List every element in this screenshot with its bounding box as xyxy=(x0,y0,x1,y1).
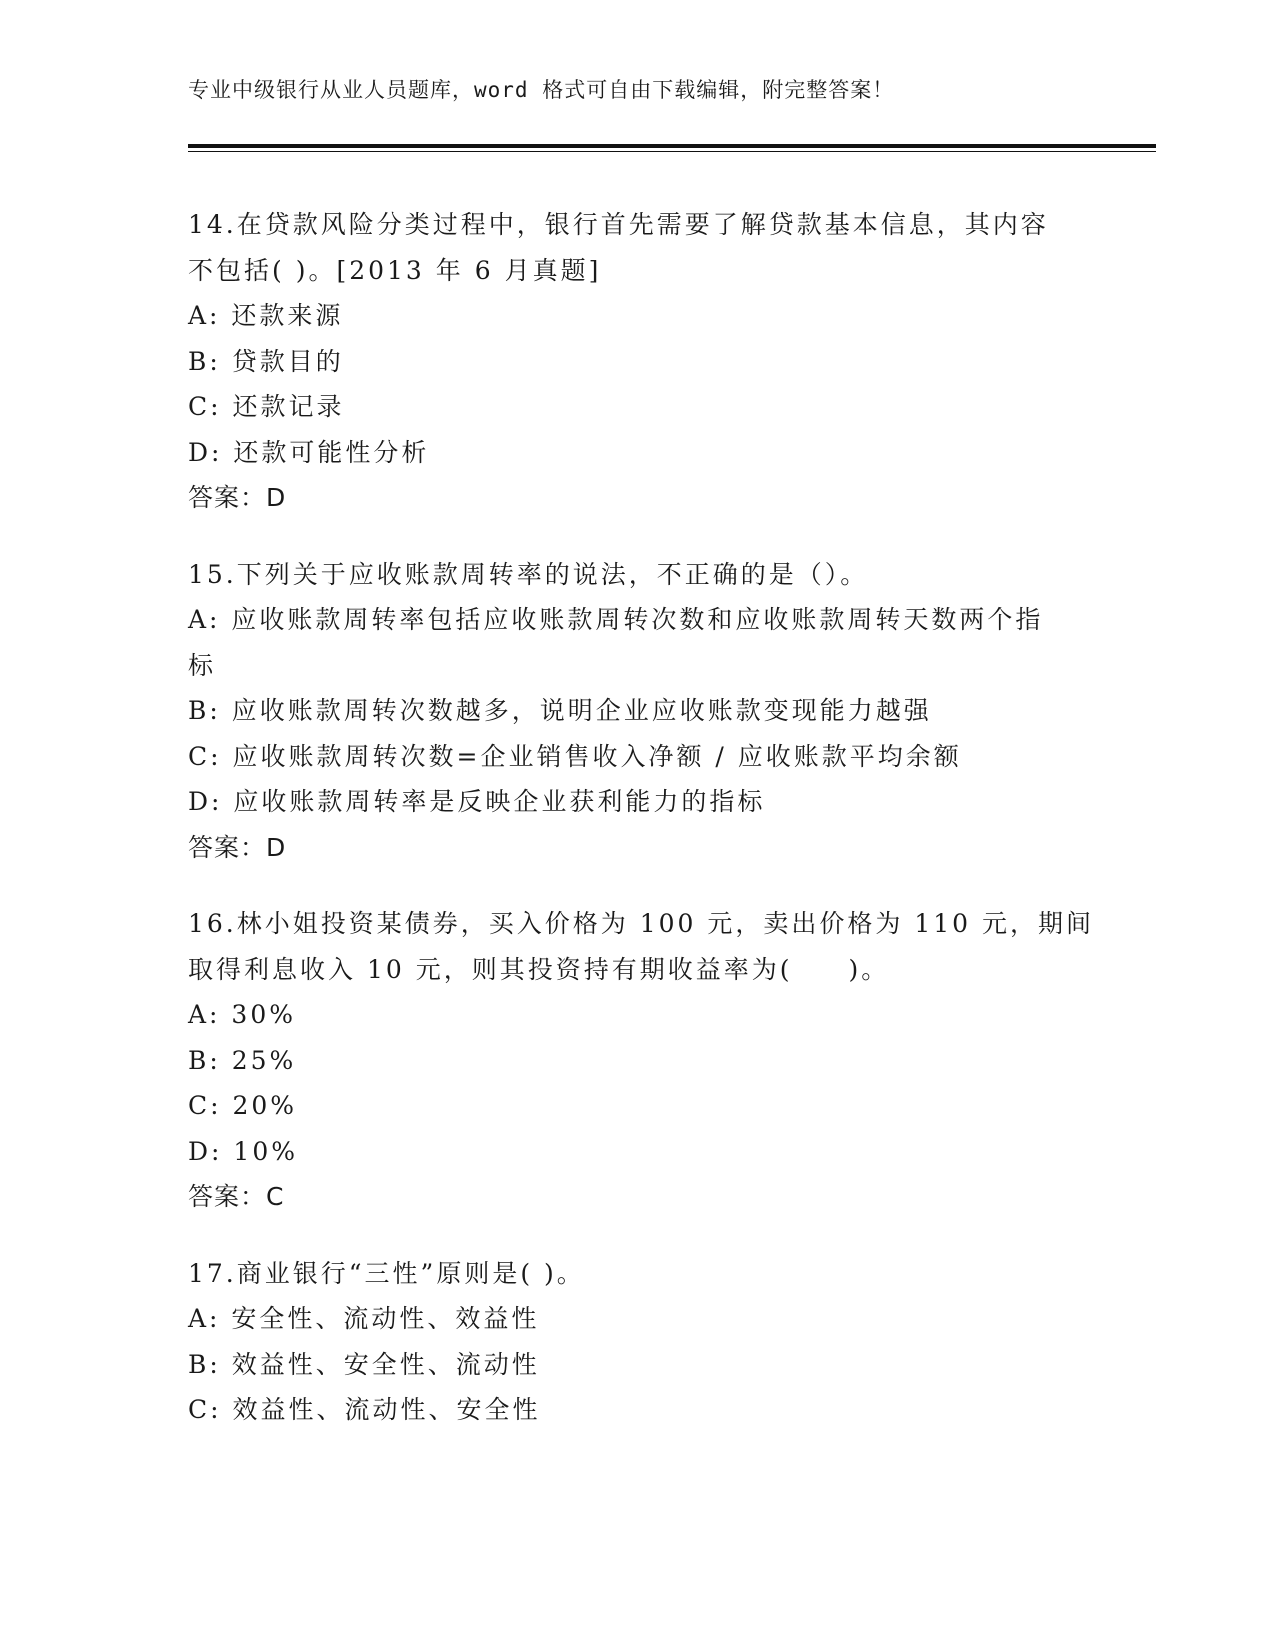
header-rule-thin xyxy=(188,151,1156,152)
question-block xyxy=(188,901,1094,1220)
question-block xyxy=(188,552,1088,871)
question-block xyxy=(188,202,1088,521)
option-line: B: 效益性、安全性、流动性 xyxy=(188,1349,540,1379)
question-stem-line: 16.林小姐投资某债券，买入价格为 100 元，卖出价格为 110 元，期间 xyxy=(188,909,1094,938)
option-line: B: 应收账款周转次数越多，说明企业应收账款变现能力越强 xyxy=(188,696,932,725)
question-list xyxy=(188,202,1094,1464)
option-line: C: 效益性、流动性、安全性 xyxy=(188,1395,541,1424)
option-line: B: 贷款目的 xyxy=(188,346,344,376)
option-line: A: 还款来源 xyxy=(188,301,344,330)
answer-line: 答案：D xyxy=(188,832,287,862)
answer-line: 答案：D xyxy=(188,483,287,512)
option-line: A: 应收账款周转率包括应收账款周转次数和应收账款周转天数两个指 xyxy=(188,605,1044,634)
option-line: C: 应收账款周转次数=企业销售收入净额 / 应收账款平均余额 xyxy=(188,741,962,771)
page-header: 专业中级银行从业人员题库，word 格式可自由下载编辑，附完整答案！ xyxy=(188,78,895,102)
option-line: 标 xyxy=(188,650,217,680)
option-line: A: 安全性、流动性、效益性 xyxy=(188,1304,540,1333)
option-line: C: 还款记录 xyxy=(188,392,345,421)
question-stem-line: 不包括( )。[2013 年 6 月真题] xyxy=(188,255,602,285)
option-line: D: 10% xyxy=(188,1136,298,1166)
option-line: B: 25% xyxy=(188,1045,297,1075)
header-rule-thick xyxy=(188,144,1156,148)
option-line: A: 30% xyxy=(188,1000,296,1029)
option-line: D: 应收账款周转率是反映企业获利能力的指标 xyxy=(188,787,766,816)
question-stem-line: 15.下列关于应收账款周转率的说法，不正确的是（）。 xyxy=(188,559,869,589)
answer-line: 答案：C xyxy=(188,1182,285,1211)
option-line: D: 还款可能性分析 xyxy=(188,437,430,467)
question-stem-line: 14.在贷款风险分类过程中，银行首先需要了解贷款基本信息，其内容 xyxy=(188,210,1049,239)
question-stem-line: 取得利息收入 10 元，则其投资持有期收益率为( )。 xyxy=(188,954,890,984)
question-stem-line: 17.商业银行“三性”原则是( )。 xyxy=(188,1258,585,1288)
option-line: C: 20% xyxy=(188,1091,298,1120)
question-block xyxy=(188,1251,1088,1433)
